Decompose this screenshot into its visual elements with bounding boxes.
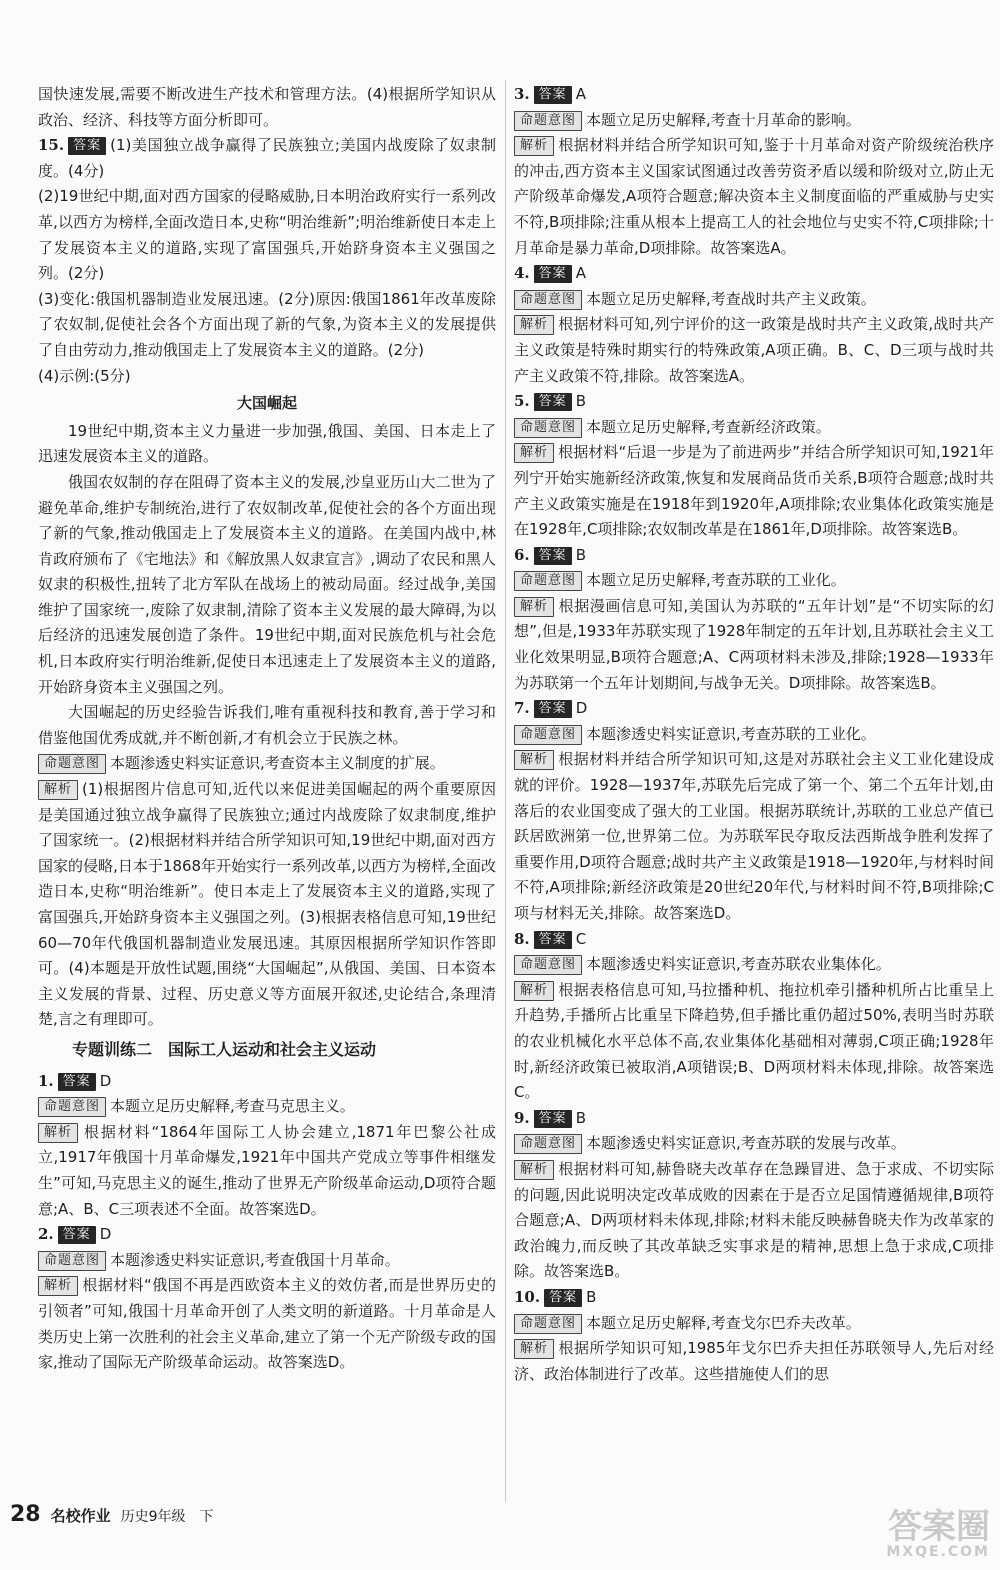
section-title: 专题训练二 国际工人运动和社会主义运动 (72, 1039, 377, 1059)
answer-letter: D (575, 699, 588, 718)
analysis-text: 根据材料可知,列宁评价的这一政策是战时共产主义政策,战时共产主义政策是特殊时期实行的特殊政策,A项正确。B、C、D三项与战时共产主义政策不符,排除。故答案选A。 (514, 315, 994, 385)
page-number: 28 (10, 1502, 41, 1527)
intent-text: 本题立足历史解释,考查新经济政策。 (586, 417, 831, 436)
question-number: 10. (514, 1287, 541, 1306)
watermark-url: MXQE.COM (886, 1544, 990, 1560)
analysis-text: 根据漫画信息可知,美国认为苏联的“五年计划”是“不切实际的幻想”,但是,1933年苏联实现了1928年制定的五年计划,且苏联社会主义工业化效果明显,B项符合题意;A、C两项材料未涉及,排除;1928—1933年为苏联第一个五年计划期间,与战争无关。D项排除。故答案选B。 (514, 596, 994, 692)
answer-tag: 答案 (534, 547, 572, 565)
subject-label: 历史9年级 下 (120, 1509, 214, 1525)
paragraph: 国快速发展,需要不断改进生产技术和管理方法。(4)根据所学知识从政治、经济、科技等方面分析即可。 (38, 85, 496, 129)
intent-tag: 命题意图 (38, 754, 106, 774)
paragraph: (2)19世纪中期,面对西方国家的侵略威胁,日本明治政府实行一系列改革,以西方为榜样,全面改造日本,史称“明治维新”;明治维新使日本走上了发展资本主义的道路,实现了富国强兵,开始跻身资本主义强国之列。(2分) (38, 187, 496, 283)
analysis-text: 根据材料“1864年国际工人协会建立,1871年巴黎公社成立,1917年俄国十月革命爆发,1921年中国共产党成立等事件相继发生”可知,马克思主义的诞生,推动了世界无产阶级革命运动,D项符合题意;A、B、C三项表述不全面。故答案选D。 (38, 1122, 496, 1218)
answer-tag: 答案 (534, 393, 572, 411)
question-15-answer (38, 133, 496, 184)
analysis-line (514, 978, 994, 1106)
answer-letter: D (99, 1071, 112, 1090)
watermark-logo (800, 1507, 990, 1562)
analysis-line (38, 777, 496, 1033)
question-number: 3. (514, 85, 530, 103)
question-6-answer (514, 543, 994, 569)
intent-line (514, 1311, 994, 1337)
analysis-tag: 解析 (514, 597, 554, 617)
intent-tag: 命题意图 (514, 1314, 582, 1334)
intent-tag: 命题意图 (38, 1097, 106, 1117)
intent-line (514, 722, 994, 748)
paragraph: (3)变化:俄国机器制造业发展迅速。(2分)原因:俄国1861年改革废除了农奴制,促使社会各个方面出现了新的气象,为资本主义的发展提供了自由劳动力,推动俄国走上了发展资本主义的道路。(2分) (38, 289, 496, 359)
analysis-tag: 解析 (514, 1339, 554, 1359)
intent-tag: 命题意图 (514, 290, 582, 310)
analysis-tag: 解析 (514, 443, 554, 463)
intent-line (514, 287, 994, 313)
question-number: 8. (514, 929, 530, 948)
analysis-tag: 解析 (514, 981, 554, 1001)
question-5-answer (514, 389, 994, 415)
column-divider (505, 80, 506, 1502)
intent-tag: 命题意图 (514, 571, 582, 591)
answer-letter: C (575, 929, 587, 948)
intent-tag: 命题意图 (514, 418, 582, 438)
intent-text: 本题渗透史料实证意识,考查资本主义制度的扩展。 (110, 754, 445, 773)
answer-letter: B (575, 545, 586, 564)
intent-text: 本题立足历史解释,考查战时共产主义政策。 (586, 289, 876, 308)
analysis-line (514, 312, 994, 389)
intent-line (514, 108, 994, 134)
question-3-answer (514, 82, 994, 108)
paragraph: (4)示例:(5分) (38, 366, 131, 385)
answer-letter: A (575, 264, 586, 283)
intent-line (514, 568, 994, 594)
question-number: 5. (514, 392, 530, 411)
analysis-text: 根据表格信息可知,马拉播种机、拖拉机牵引播种机所占比重呈上升趋势,手播所占比重呈下降趋势,但手播比重仍超过50%,表明当时苏联的农业机械化水平总体不高,农业集体化基础相对薄弱,C项正确;1928年时,新经济政策已被取消,A项错误;B、D两项材料未体现,排除。故答案选C。 (514, 980, 994, 1102)
watermark-text: 答案圈 (888, 1507, 990, 1547)
answer-letter: B (586, 1287, 597, 1306)
paragraph: 大国崛起的历史经验告诉我们,唯有重视科技和教育,善于学习和借鉴他国优秀成就,并不断创新,才有机会立于民族之林。 (38, 703, 496, 747)
intent-tag: 命题意图 (514, 725, 582, 745)
analysis-tag: 解析 (38, 1276, 78, 1296)
answer-tag: 答案 (58, 1226, 96, 1244)
analysis-line (514, 1157, 994, 1285)
intent-text: 本题立足历史解释,考查马克思主义。 (110, 1097, 355, 1116)
intent-tag: 命题意图 (38, 1251, 106, 1271)
analysis-line (514, 594, 994, 696)
intent-tag: 命题意图 (514, 955, 582, 975)
intent-text: 本题渗透史料实证意识,考查苏联农业集体化。 (586, 955, 891, 974)
intent-text: 本题立足历史解释,考查十月革命的影响。 (586, 110, 861, 129)
intent-tag: 命题意图 (514, 111, 582, 131)
analysis-text: 根据材料并结合所学知识可知,这是对苏联社会主义工业化建设成就的评价。1928—1937年,苏联先后完成了第一个、第二个五年计划,由落后的农业国变成了强大的工业国。根据苏联统计,苏联的工业总产值已跃居欧洲第一位,世界第二位。为苏联军民夺取反法西斯战争胜利发挥了重要作用,D项符合题意;战时共产主义政策是1918—1920年,与材料时间不符,A项排除;新经济政策是20世纪20年代,与材料时间不符,B项排除;C项与材料无关,排除。故答案选D。 (514, 750, 994, 922)
answer-letter: A (575, 85, 586, 103)
answer-tag: 答案 (534, 931, 572, 949)
question-10-answer (514, 1285, 994, 1311)
paragraph: 19世纪中期,资本主义力量进一步加强,俄国、美国、日本走上了迅速发展资本主义的道路。 (38, 421, 496, 466)
analysis-text: 根据材料可知,赫鲁晓夫改革存在急躁冒进、急于求成、不切实际的问题,因此说明决定改革成败的因素在于是否立足国情遵循规律,B项符合题意;A、D两项材料未体现,排除;材料未能反映赫鲁晓夫作为改革家的政治魄力,而反映了其改革缺乏实事求是的精神,思想上急于求成,C项排除。故答案选B。 (514, 1159, 994, 1281)
question-4-answer (514, 261, 994, 287)
analysis-line (514, 440, 994, 542)
analysis-text: 根据材料“后退一步是为了前进两步”并结合所学知识可知,1921年列宁开始实施新经济政策,恢复和发展商品货币关系,B项符合题意;战时共产主义政策实施是在1918年到1920年,A项排除;农业集体化政策实施是在1928年,C项排除;农奴制改革是在1861年,D项排除。故答案选B。 (514, 443, 994, 539)
analysis-text: 根据材料并结合所学知识可知,鉴于十月革命对资产阶级统治秩序的冲击,西方资本主义国家试图通过改善劳资矛盾以缓和阶级对立,防止无产阶级革命爆发,A项符合题意;解决资本主义制度面临的严重威胁与史实不符,B项排除;注重从根本上提高工人的社会地位与史实不符,C项排除;十月革命是暴力革命,D项排除。故答案选A。 (514, 136, 994, 257)
answer-tag: 答案 (68, 137, 106, 155)
intent-line (514, 952, 994, 978)
answer-tag: 答案 (544, 1289, 582, 1307)
intent-text: 本题渗透史料实证意识,考查俄国十月革命。 (110, 1250, 400, 1269)
left-column (38, 82, 496, 1376)
essay-title: 大国崛起 (236, 394, 297, 413)
intent-line (38, 1248, 496, 1274)
analysis-text: 根据所学知识可知,1985年戈尔巴乔夫担任苏联领导人,先后对经济、政治体制进行了改革。这些措施使人们的思 (514, 1339, 994, 1383)
intent-text: 本题立足历史解释,考查苏联的工业化。 (586, 571, 846, 590)
question-number: 2. (38, 1225, 54, 1244)
question-1-answer (38, 1069, 496, 1095)
answer-tag: 答案 (534, 700, 572, 718)
answer-tag: 答案 (58, 1073, 96, 1091)
question-number: 1. (38, 1071, 54, 1090)
answer-letter: B (575, 392, 586, 411)
analysis-tag: 解析 (514, 136, 554, 156)
intent-tag: 命题意图 (514, 1134, 582, 1154)
answer-text: (1)美国独立战争赢得了民族独立;美国内战废除了奴隶制度。(4分) (38, 136, 496, 180)
question-number: 4. (514, 264, 530, 283)
analysis-text: (1)根据图片信息可知,近代以来促进美国崛起的两个重要原因是美国通过独立战争赢得了民族独立;通过内战废除了奴隶制度,维护了国家统一。(2)根据材料并结合所学知识可知,19世纪中期,面对西方国家的侵略,日本于1868年开始实行一系列改革,以西方为榜样,全面改造日本,史称“明治维新”。使日本走上了发展资本主义的道路,实现了富国强兵,开始跻身资本主义强国之列。(3)根据表格信息可知,19世纪60—70年代俄国机器制造业发展迅速。其原因根据所学知识作答即可。(4)本题是开放性试题,围绕“大国崛起”,从俄国、美国、日本资本主义发展的背景、过程、历史意义等方面展开叙述,史论结合,条理清楚,言之有理即可。 (38, 780, 496, 1029)
analysis-line (38, 1273, 496, 1375)
analysis-line (514, 133, 994, 261)
answer-tag: 答案 (534, 1110, 572, 1128)
question-2-answer (38, 1222, 496, 1248)
book-title: 名校作业 (50, 1507, 111, 1525)
analysis-line (514, 747, 994, 926)
intent-line (38, 1094, 496, 1120)
question-9-answer (514, 1106, 994, 1132)
answer-letter: D (99, 1225, 112, 1244)
question-number: 7. (514, 699, 530, 718)
question-number: 9. (514, 1108, 530, 1127)
intent-text: 本题立足历史解释,考查戈尔巴乔夫改革。 (586, 1313, 861, 1332)
answer-tag: 答案 (534, 86, 572, 104)
analysis-tag: 解析 (514, 1160, 554, 1180)
analysis-line (514, 1336, 994, 1387)
question-number: 6. (514, 545, 530, 564)
analysis-text: 根据材料“俄国不再是西欧资本主义的效仿者,而是世界历史的引领者”可知,俄国十月革命开创了人类文明的新道路。十月革命是人类历史上第一次胜利的社会主义革命,建立了第一个无产阶级专政的国家,推动了国际无产阶级革命运动。故答案选D。 (38, 1276, 496, 1372)
analysis-tag: 解析 (38, 780, 78, 800)
page-footer (10, 1502, 214, 1531)
intent-text: 本题渗透史料实证意识,考查苏联的工业化。 (586, 724, 876, 743)
analysis-tag: 解析 (514, 315, 554, 335)
intent-line (38, 751, 496, 777)
question-8-answer (514, 927, 994, 953)
intent-line (514, 415, 994, 441)
intent-text: 本题渗透史料实证意识,考查苏联的发展与改革。 (586, 1134, 906, 1153)
answer-letter: B (575, 1108, 586, 1127)
right-column (514, 82, 994, 1387)
question-number: 15. (38, 136, 65, 155)
question-7-answer (514, 696, 994, 722)
analysis-tag: 解析 (514, 750, 554, 770)
paragraph: 俄国农奴制的存在阻碍了资本主义的发展,沙皇亚历山大二世为了避免革命,维护专制统治,进行了农奴制改革,促使社会的各个方面出现了新的气象,推动俄国走上了发展资本主义的道路。在美国内战中,林肯政府颁布了《宅地法》和《解放黑人奴隶宣言》,调动了农民和黑人奴隶的积极性,扭转了北方军队在战场上的被动局面。经过战争,美国维护了国家统一,废除了奴隶制,清除了资本主义发展的最大障碍,为以后经济的迅速发展创造了条件。19世纪中期,面对民族危机与社会危机,日本政府实行明治维新,促使日本迅速走上了发展资本主义的道路,开始跻身资本主义强国之列。 (38, 472, 496, 696)
analysis-line (38, 1120, 496, 1222)
analysis-tag: 解析 (38, 1123, 78, 1143)
intent-line (514, 1131, 994, 1157)
answer-tag: 答案 (534, 265, 572, 283)
